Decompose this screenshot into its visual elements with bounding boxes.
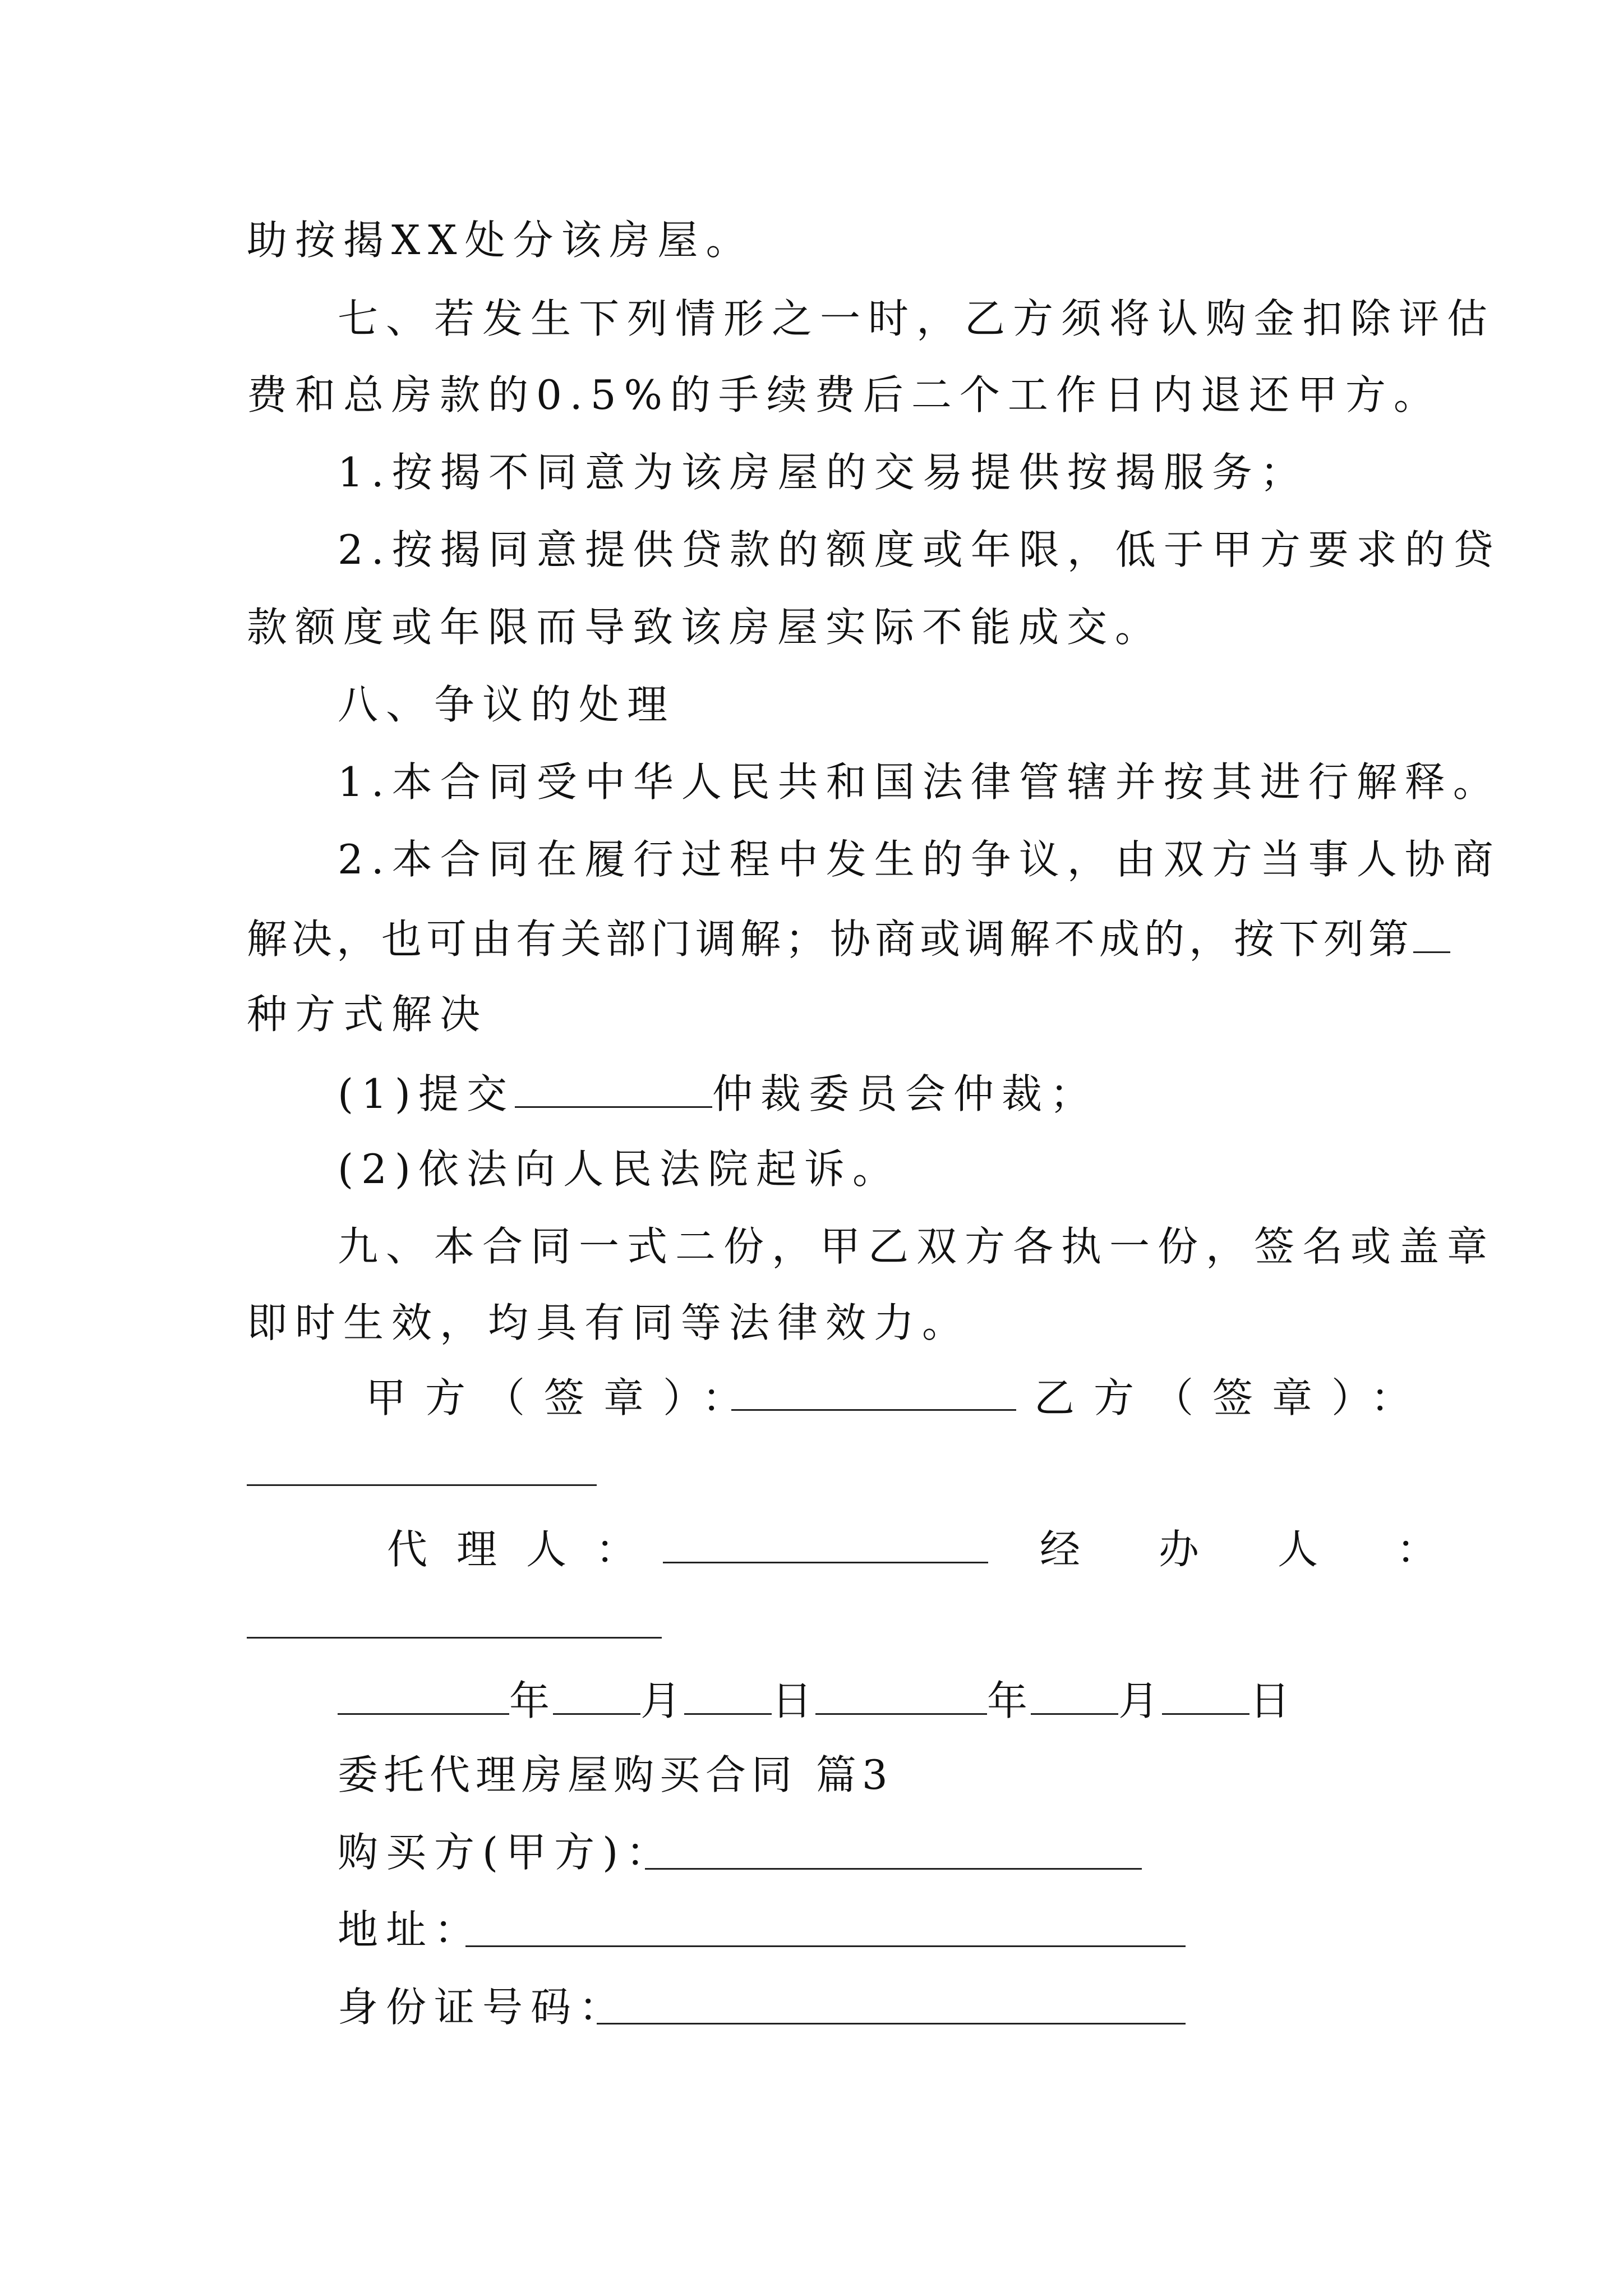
date-b-day-blank xyxy=(1162,1678,1249,1715)
date-row xyxy=(338,1677,1294,1724)
date-b-month: 月 xyxy=(1118,1677,1163,1724)
date-b-day: 日 xyxy=(1249,1677,1294,1724)
section-8-item-2-line-3: 种方式解决 xyxy=(247,991,488,1038)
section-8-item-2-text: 解决，也可由有关部门调解；协商或调解不成的，按下列第 xyxy=(247,915,1414,963)
date-a-day: 日 xyxy=(772,1677,816,1724)
agent-signature-line xyxy=(663,1562,988,1563)
address-label: 地址： xyxy=(338,1906,483,1953)
buyer-label: 购买方(甲方)： xyxy=(338,1829,675,1876)
arbitration-option xyxy=(338,1070,1099,1117)
section-8-heading: 八、争议的处理 xyxy=(338,681,676,728)
lawsuit-option: (2)依法向人民法院起诉。 xyxy=(338,1145,901,1193)
section-9-line-1: 九、本合同一式二份，甲乙双方各执一份，签名或盖章 xyxy=(338,1223,1496,1270)
section-7-line-1: 七、若发生下列情形之一时，乙方须将认购金扣除评估 xyxy=(338,295,1496,342)
party-a-signature-label: 甲方（签章）： xyxy=(366,1374,762,1421)
party-b-signature-line xyxy=(247,1484,597,1486)
section-title: 委托代理房屋购买合同 篇3 xyxy=(338,1751,893,1798)
arbitration-committee-blank xyxy=(515,1071,712,1108)
section-9-line-2: 即时生效，均具有同等法律效力。 xyxy=(247,1299,971,1346)
id-number-line xyxy=(597,2023,1186,2024)
handler-label: 经办人： xyxy=(1040,1526,1516,1573)
paragraph-line: 助按揭XX处分该房屋。 xyxy=(247,217,754,264)
buyer-name-line xyxy=(645,1868,1142,1870)
section-7-item-1: 1.按揭不同意为该房屋的交易提供按揭服务； xyxy=(338,449,1308,496)
section-7-item-2-line-1: 2.按揭同意提供贷款的额度或年限，低于甲方要求的贷 xyxy=(338,526,1501,573)
date-b-year: 年 xyxy=(987,1677,1031,1724)
section-8-item-1: 1.本合同受中华人民共和国法律管辖并按其进行解释。 xyxy=(338,758,1501,806)
arbitration-option-prefix: (1)提交 xyxy=(338,1070,515,1117)
date-a-month: 月 xyxy=(640,1677,685,1724)
method-number-blank xyxy=(1413,917,1450,953)
date-a-month-blank xyxy=(553,1678,640,1715)
arbitration-option-suffix: 仲裁委员会仲裁； xyxy=(712,1070,1099,1117)
section-8-item-2-line-2 xyxy=(247,915,1450,963)
handler-signature-line xyxy=(247,1637,662,1639)
date-a-year: 年 xyxy=(509,1677,554,1724)
date-a-day-blank xyxy=(684,1678,772,1715)
agent-label: 代理人： xyxy=(387,1526,666,1573)
section-8-item-2-line-1: 2.本合同在履行过程中发生的争议，由双方当事人协商 xyxy=(338,836,1501,883)
section-7-item-2-line-2: 款额度或年限而导致该房屋实际不能成交。 xyxy=(247,604,1164,651)
id-number-label: 身份证号码： xyxy=(338,1984,628,2031)
party-a-signature-line xyxy=(731,1409,1016,1411)
date-a-year-blank xyxy=(338,1678,509,1715)
date-b-month-blank xyxy=(1031,1678,1118,1715)
address-line xyxy=(465,1945,1186,1947)
section-7-line-2: 费和总房款的0.5%的手续费后二个工作日内退还甲方。 xyxy=(247,371,1442,418)
party-b-signature-label: 乙方（签章）： xyxy=(1034,1374,1431,1421)
date-b-year-blank xyxy=(815,1678,987,1715)
